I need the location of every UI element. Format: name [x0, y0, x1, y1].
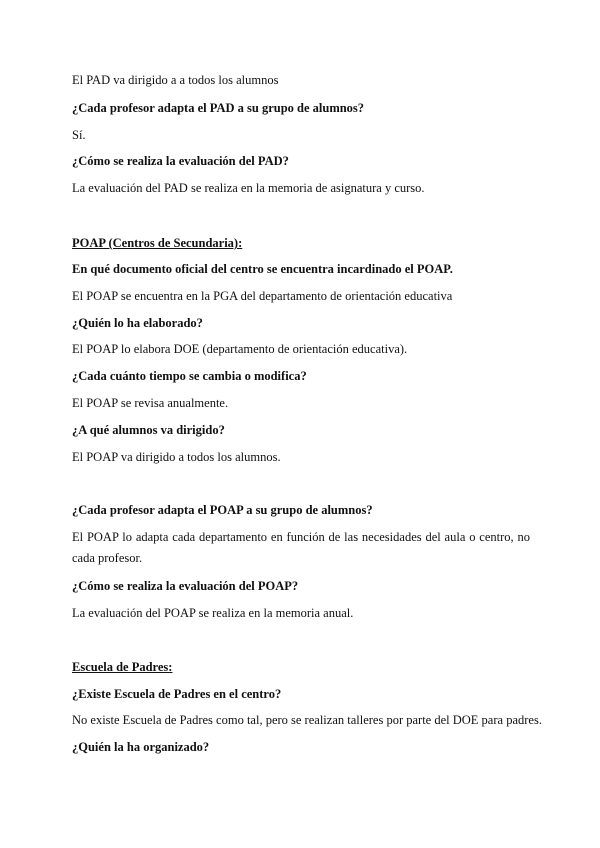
pad-question-adapt: ¿Cada profesor adapta el PAD a su grupo de alumnos? [72, 101, 365, 115]
poap-question-students: ¿A qué alumnos va dirigido? [72, 423, 225, 437]
poap-answer-who: El POAP lo elabora DOE (departamento de orientación educativa). [72, 342, 408, 356]
pad-question-eval: ¿Cómo se realiza la evaluación del PAD? [72, 154, 289, 168]
poap-question-eval: ¿Cómo se realiza la evaluación del POAP? [72, 579, 299, 593]
poap-answer-frequency: El POAP se revisa anualmente. [72, 396, 229, 410]
poap-question-adapt: ¿Cada profesor adapta el POAP a su grupo de alumnos? [72, 503, 373, 517]
poap-heading: POAP (Centros de Secundaria): [72, 236, 243, 250]
poap-answer-eval: La evaluación del POAP se realiza en la memoria anual. [72, 606, 354, 620]
escuela-answer-exists: No existe Escuela de Padres como tal, pero se realizan talleres por parte del DOE para padres. [72, 713, 542, 727]
escuela-question-exists: ¿Existe Escuela de Padres en el centro? [72, 687, 282, 701]
pad-answer-adapt: Sí. [72, 128, 86, 142]
poap-question-who: ¿Quién lo ha elaborado? [72, 316, 203, 330]
poap-answer-adapt: El POAP lo adapta cada departamento en función de las necesidades del aula o centro, no cada profesor. [72, 530, 530, 565]
pad-answer-eval: La evaluación del PAD se realiza en la memoria de asignatura y curso. [72, 181, 425, 195]
pad-target-text: El PAD va dirigido a a todos los alumnos [72, 73, 279, 87]
poap-answer-document: El POAP se encuentra en la PGA del departamento de orientación educativa [72, 289, 453, 303]
escuela-question-who: ¿Quién la ha organizado? [72, 740, 210, 754]
poap-answer-students: El POAP va dirigido a todos los alumnos. [72, 450, 281, 464]
escuela-heading: Escuela de Padres: [72, 660, 173, 674]
poap-question-document: En qué documento oficial del centro se encuentra incardinado el POAP. [72, 262, 453, 276]
poap-question-frequency: ¿Cada cuánto tiempo se cambia o modifica? [72, 369, 307, 383]
